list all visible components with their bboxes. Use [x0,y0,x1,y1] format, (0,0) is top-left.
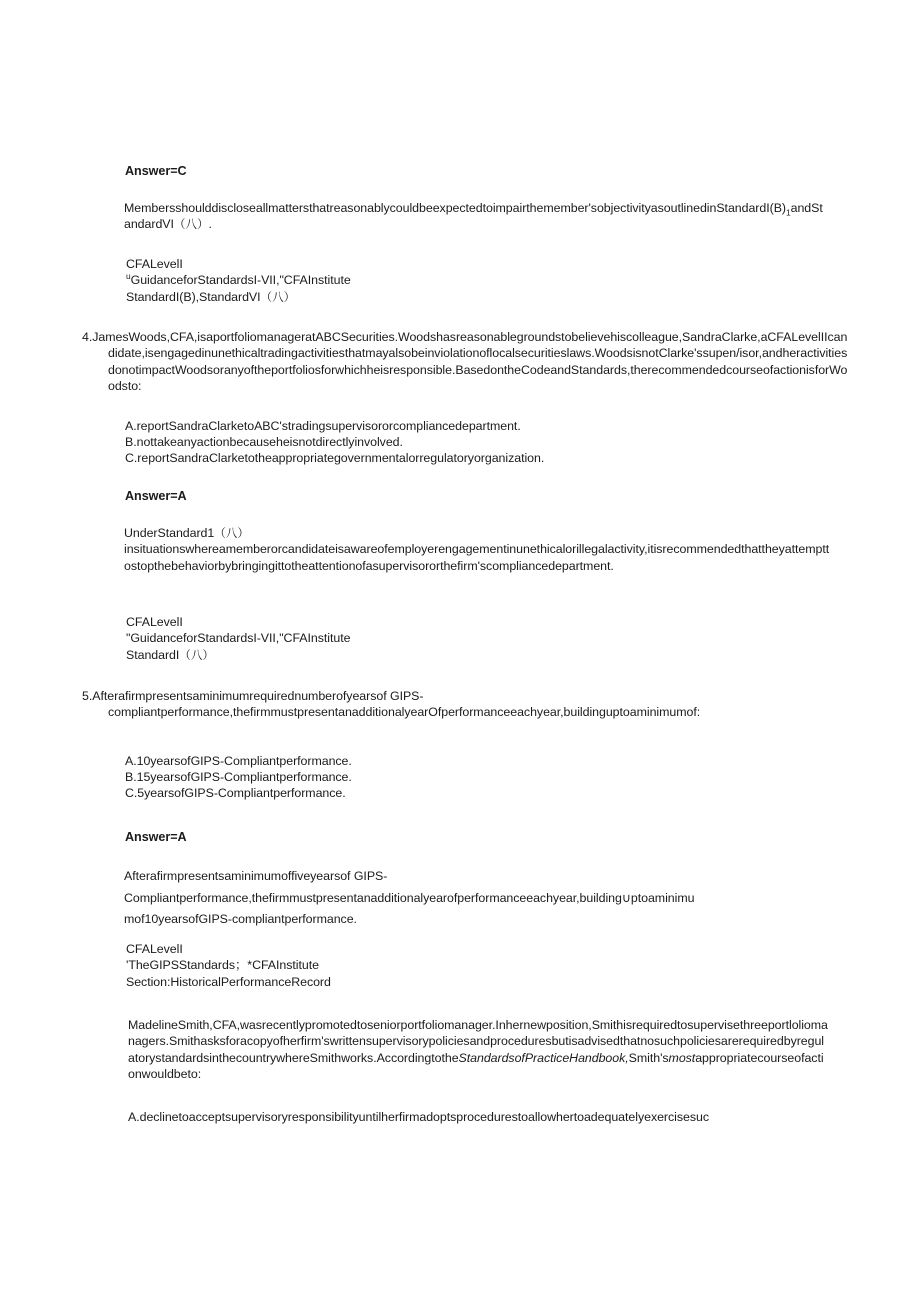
answer-a-explanation-q5 [124,866,836,930]
reference-3-section: Section:HistoricalPerformanceRecord [126,974,331,989]
answer-c-heading: Answer=C [125,164,187,178]
reference-1-bracket-glyph: （八） [260,289,296,304]
question-5-text: 5.Afterafirmpresentsaminimumrequirednumberofyearsof GIPS-compliantperformance,thefirmmustpresentanadditionalyearOfperformanceeachyear,buildinguptoaminimumof: [82,689,701,720]
answer-a-q5-line3: mof10yearsofGIPS-compliantperformance. [124,912,357,926]
reference-block-2 [126,614,626,663]
answer-c-standard-subscript: 1 [786,207,791,218]
question-6-part-a: MadelineSmith,CFA,wasrecentlypromotedtoseniorportfoliomanager.Inhernewposition,Smithisrequiredtosupervisethreeportloliomanagers.Smithasksforacopyofherfirm'swrittensupervisorypoliciesandproceduresbutisadvisedthatnosuchpoliciesarerequiredbyregulatorystandardsinthecountrywhereSmithworks.Accordingtothe [128,1018,828,1065]
reference-block-3 [126,941,626,990]
question-6-option-a[interactable]: A.declinetoacceptsupervisoryresponsibilityuntilherfirmadoptsprocedurestoallowhertoadequatelyexercisesuc [128,1110,709,1124]
question-4-option-c[interactable]: C.reportSandraClarketotheappropriategovernmentalorregulatoryorganization. [125,451,545,465]
question-6-emphasis-most: most [668,1050,696,1065]
reference-1-title: GuidanceforStandardsI-VII,"CFAInstitute [130,273,351,288]
answer-a-q5-line2b: ptoaminimu [630,891,695,905]
answer-c-explanation-line1: Membersshoulddiscloseallmattersthatreasonablycouldbeexpectedtoimpairthemember'sobjectivityasoutline [124,201,700,215]
question-5-option-b[interactable]: B.15yearsofGIPS-Compliantperformance. [125,770,352,784]
answer-a-q4-body: insituationswhereamemberorcandidateisawareofemployerengagementinunethicalorillegalactivity,itisrecommendedthattheyattempttostopthebehaviorbybringingittotheattentionofasupervisororthefirm'scompliancedepartment. [124,542,830,573]
answer-c-explanation-period: . [208,217,212,232]
answer-a-heading-q4: Answer=A [125,489,187,503]
answer-c-explanation [124,200,824,233]
answer-a-q5-line2a: Compliantperformance,thefirmmustpresentanadditionalyearofperformanceeachyear,building [124,891,622,905]
question-6-part-b: Smith's [628,1050,669,1065]
question-6-part-c: appropriatecourseofactionwouldbeto: [128,1050,824,1081]
question-6-text [128,1017,828,1082]
question-4-option-a[interactable]: A.reportSandraClarketoABC'stradingsupervisororcompliancedepartment. [125,419,521,433]
question-4-option-b[interactable]: B.nottakeanyactionbecauseheisnotdirectlyinvolved. [125,435,403,449]
reference-1-superscript: u [126,271,131,282]
answer-a-heading-q5: Answer=A [125,830,187,844]
answer-a-q4-bracket-glyph: （八） [214,526,249,540]
reference-2-level: CFALevelI [126,615,183,629]
reference-2-standard: StandardI [126,647,180,662]
answer-a-explanation-q4 [124,525,834,574]
answer-c-bracket-glyph: （八） [173,217,209,232]
answer-c-explanation-line2b: andStandardVI [124,201,823,232]
reference-3-title: 'TheGIPSStandards；*CFAInstitute [126,958,319,973]
union-glyph: ∪ [621,890,631,905]
question-5-option-a[interactable]: A.10yearsofGIPS-Compliantperformance. [125,754,352,768]
question-6-handbook-title: StandardsofPracticeHandbook, [458,1050,629,1065]
answer-a-q5-line1: Afterafirmpresentsaminimumoffiveyearsof GIPS- [124,869,388,883]
reference-2-title: "GuidanceforStandardsI-VII,"CFAInstitute [126,631,351,646]
answer-c-explanation-line2a: dinStandardI(B) [699,201,786,215]
reference-block-1 [126,256,626,305]
reference-2-bracket-glyph: （八） [179,647,214,662]
question-5-option-c[interactable]: C.5yearsofGIPS-Compliantperformance. [125,786,346,800]
reference-1-level: CFALevelI [126,257,183,271]
question-4-text: 4.JamesWoods,CFA,isaportfoliomanageratABCSecurities.Woodshasreasonablegroundstobelievehiscolleague,SandraClarke,aCFALevelIIcandidate,isengagedinunethicaltradingactivitiesthatmayalsobeinviolationoflocalsecuritieslaws.WoodsisnotClarke'ssupen/isor,andheractivitiesdonotimpactWoodsoranyoftheportfoliosforwhichheisresponsible.BasedontheCodeandStandards,therecommendedcourseofactionisforWoodsto: [82,330,848,393]
reference-1-standards: StandardI(B),StandardVI [126,289,261,304]
reference-3-level: CFALevelI [126,942,183,956]
answer-a-q4-standard: UnderStandard1 [124,526,215,540]
